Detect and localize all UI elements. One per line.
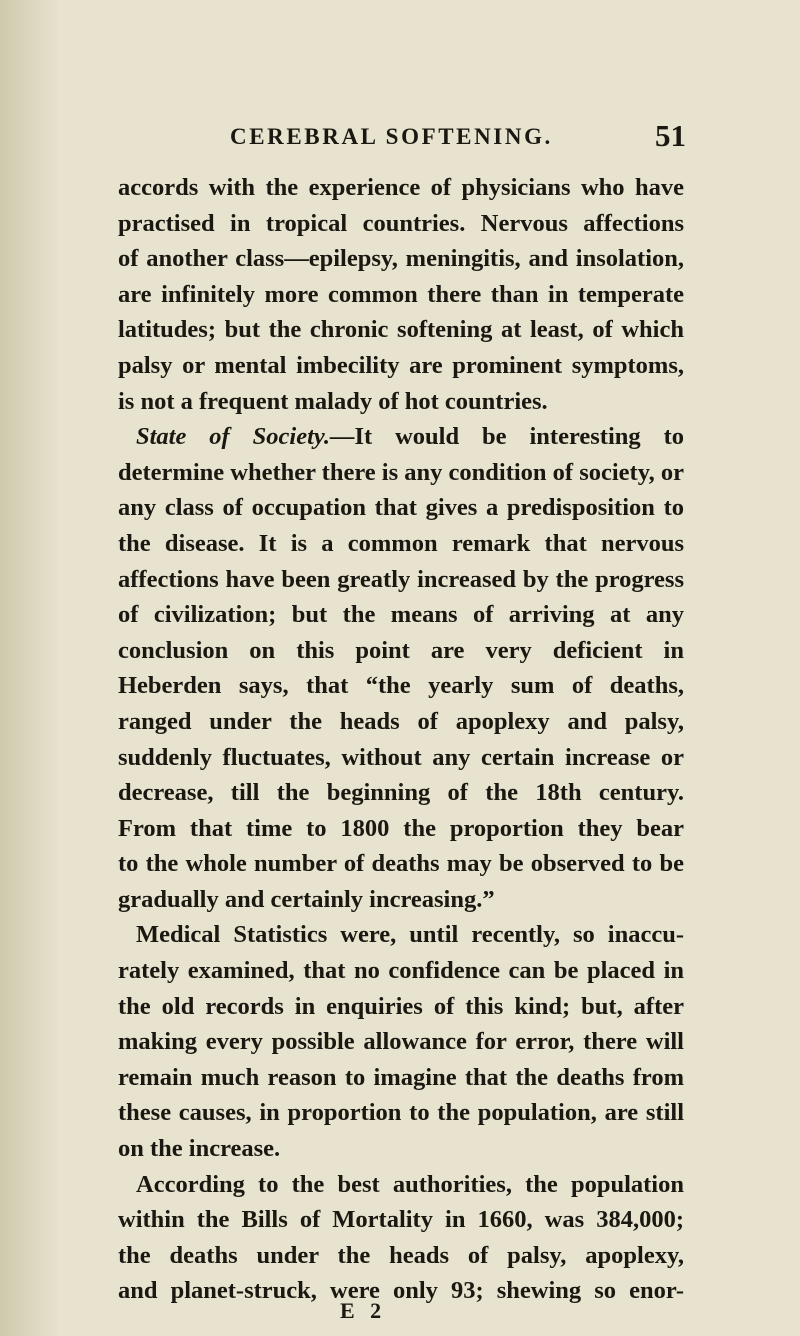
text-line: decrease, till the beginning of the 18th century. — [118, 779, 684, 807]
text-line: practised in tropical countries. Nervous affections — [118, 209, 684, 237]
page-header — [118, 118, 686, 164]
text-line: latitudes; but the chronic softening at least, of which — [118, 316, 684, 344]
text-line: rately examined, that no confidence can be placed in — [118, 957, 684, 985]
text-line: the deaths under the heads of palsy, apoplexy, — [118, 1241, 684, 1269]
text-line: on the increase. — [118, 1135, 281, 1163]
text-line: the disease. It is a common remark that nervous — [118, 529, 684, 557]
body-text — [118, 170, 684, 1309]
text-line: remain much reason to imagine that the deaths from — [118, 1063, 684, 1091]
text-line: of another class—epilepsy, meningitis, and insolation, — [118, 245, 684, 273]
text-line: ranged under the heads of apoplexy and palsy, — [118, 707, 684, 735]
text-line: Heberden says, that “the yearly sum of deaths, — [118, 672, 684, 700]
text-fragment: Medical Statistics were, until recently, so inaccu- — [136, 921, 684, 949]
text-line: these causes, in proportion to the population, are still — [118, 1099, 684, 1127]
text-line: the old records in enquiries of this kind; but, after — [118, 992, 684, 1020]
page-number: 51 — [655, 118, 686, 153]
text-line: determine whether there is any condition of society, or — [118, 458, 684, 486]
text-line: palsy or mental imbecility are prominent symptoms, — [118, 351, 684, 379]
text-fragment: It would be interesting to — [354, 423, 684, 451]
text-line: is not a frequent malady of hot countries. — [118, 387, 548, 415]
page-edge-shadow — [0, 0, 60, 1336]
text-line: of civilization; but the means of arriving at any — [118, 601, 684, 629]
running-title: CEREBRAL SOFTENING. — [230, 124, 553, 149]
signature-mark: E 2 — [340, 1298, 387, 1323]
text-line: gradually and certainly increasing.” — [118, 885, 495, 913]
text-line: From that time to 1800 the proportion they bear — [118, 814, 684, 842]
text-line: making every possible allowance for error, there will — [118, 1028, 684, 1056]
text-line: conclusion on this point are very deficient in — [118, 636, 684, 664]
text-fragment: According to the best authorities, the population — [136, 1170, 684, 1198]
paragraph-start-line — [118, 1167, 684, 1203]
text-line: to the whole number of deaths may be observed to be — [118, 850, 684, 878]
text-line: are infinitely more common there than in temperate — [118, 280, 684, 308]
text-line: within the Bills of Mortality in 1660, was 384,000; — [118, 1206, 684, 1234]
text-line: suddenly fluctuates, without any certain increase or — [118, 743, 684, 771]
section-heading: State of Society.— — [136, 423, 355, 451]
text-line: affections have been greatly increased by the progress — [118, 565, 684, 593]
paragraph-start-line — [118, 917, 684, 953]
text-line: and planet-struck, were only 93; shewing so enor- — [118, 1277, 684, 1305]
text-line: any class of occupation that gives a predisposition to — [118, 494, 684, 522]
paragraph-start-line — [118, 419, 684, 455]
text-line: accords with the experience of physicians who have — [118, 174, 684, 201]
